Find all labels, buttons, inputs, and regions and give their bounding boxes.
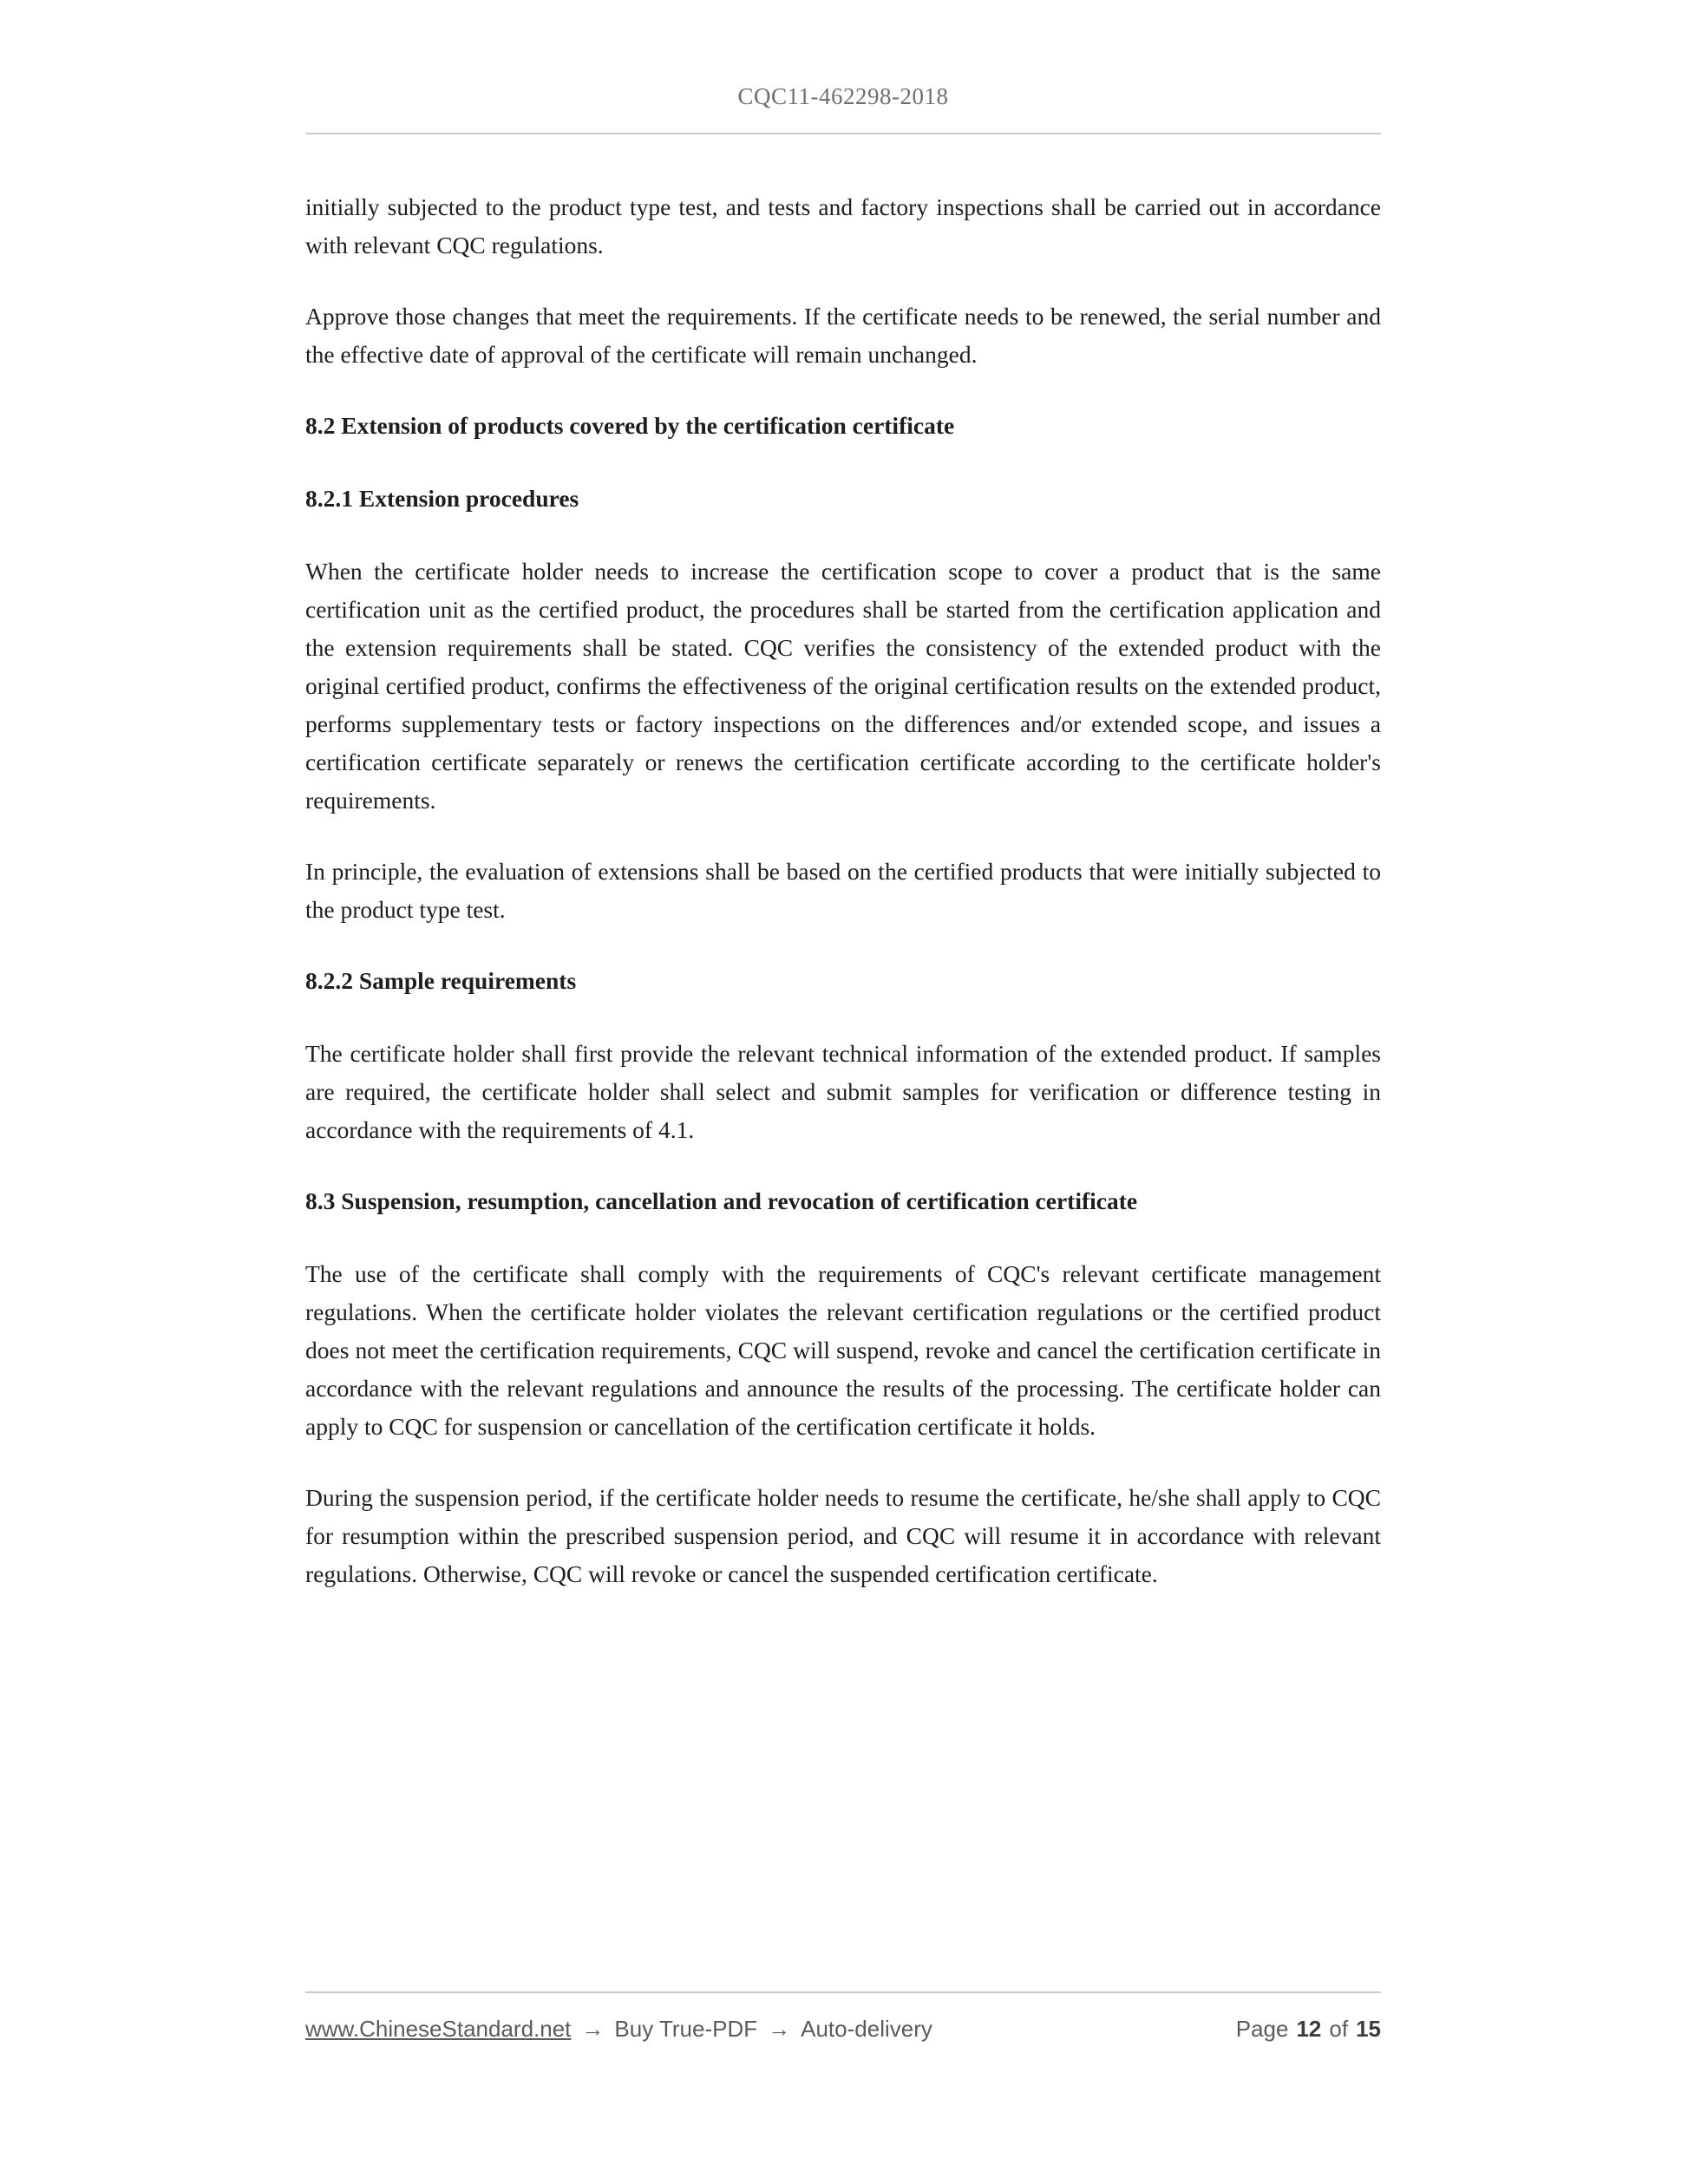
footer-buy-text: Buy True-PDF — [614, 2016, 758, 2042]
paragraph-approve-changes: Approve those changes that meet the requirements. If the certificate needs to be renewed, the serial number and the effective date of approval of the certificate will remain unchanged. — [305, 303, 1381, 368]
paragraph-certificate-use: The use of the certificate shall comply with the requirements of CQC's relevant certificate management regulations. When the certificate holder violates the relevant certification regulations or the certified product does not meet the certification requirements, CQC will suspend, revoke and cancel the certification certificate in accordance with the relevant regulations and announce the results of the processing. The certificate holder can apply to CQC for suspension or cancellation of the certification certificate it holds. — [305, 1260, 1381, 1440]
footer-divider — [305, 1991, 1381, 1993]
header-divider — [305, 133, 1381, 134]
page-of-label: of — [1329, 2016, 1349, 2042]
paragraph-suspension-period: During the suspension period, if the certificate holder needs to resume the certificate, he/she shall apply to CQC for resumption within the prescribed suspension period, and CQC will resume it in accordance with relevant regulations. Otherwise, CQC will revoke or cancel the suspended certification certificate. — [305, 1484, 1381, 1587]
arrow-right-icon: → — [581, 2016, 605, 2042]
footer-row — [305, 2016, 1381, 2043]
page-header — [305, 0, 1381, 134]
page-footer — [305, 1991, 1381, 2043]
paragraph-initially-subjected: initially subjected to the product type test, and tests and factory inspections shall be carried out in accordance with relevant CQC regulations. — [305, 193, 1381, 258]
paragraph-extension-procedures: When the certificate holder needs to increase the certification scope to cover a product that is the same certification unit as the certified product, the procedures shall be started from the certification application and the extension requirements shall be stated. CQC verifies the consistency of the extended product with the original certified product, confirms the effectiveness of the original certification results on the extended product, performs supplementary tests or factory inspections on the differences and/or extended scope, and issues a certification certificate separately or renews the certification certificate according to the certificate holder's requirements. — [305, 558, 1381, 814]
website-link[interactable]: www.ChineseStandard.net — [305, 2016, 572, 2042]
arrow-right-icon: → — [768, 2016, 791, 2042]
footer-source-line — [305, 2016, 932, 2043]
section-heading-8-2: 8.2 Extension of products covered by the certification certificate — [305, 412, 955, 439]
page-total-number: 15 — [1356, 2016, 1381, 2042]
page-current-number: 12 — [1296, 2016, 1322, 2042]
footer-delivery-text: Auto-delivery — [801, 2016, 932, 2042]
subsection-heading-8-2-2: 8.2.2 Sample requirements — [305, 967, 577, 994]
page-indicator — [1236, 2016, 1381, 2043]
paragraph-evaluation-principle: In principle, the evaluation of extensions shall be based on the certified products that were initially subjected to the product type test. — [305, 858, 1381, 923]
document-body — [305, 188, 1381, 1593]
paragraph-sample-requirements: The certificate holder shall first provide the relevant technical information of the extended product. If samples are required, the certificate holder shall select and submit samples for verification or difference testing in accordance with the requirements of 4.1. — [305, 1040, 1381, 1143]
subsection-heading-8-2-1: 8.2.1 Extension procedures — [305, 485, 579, 512]
document-number: CQC11-462298-2018 — [737, 83, 949, 109]
section-heading-8-3: 8.3 Suspension, resumption, cancellation and revocation of certification certificate — [305, 1187, 1138, 1214]
page-label: Page — [1235, 2016, 1289, 2042]
